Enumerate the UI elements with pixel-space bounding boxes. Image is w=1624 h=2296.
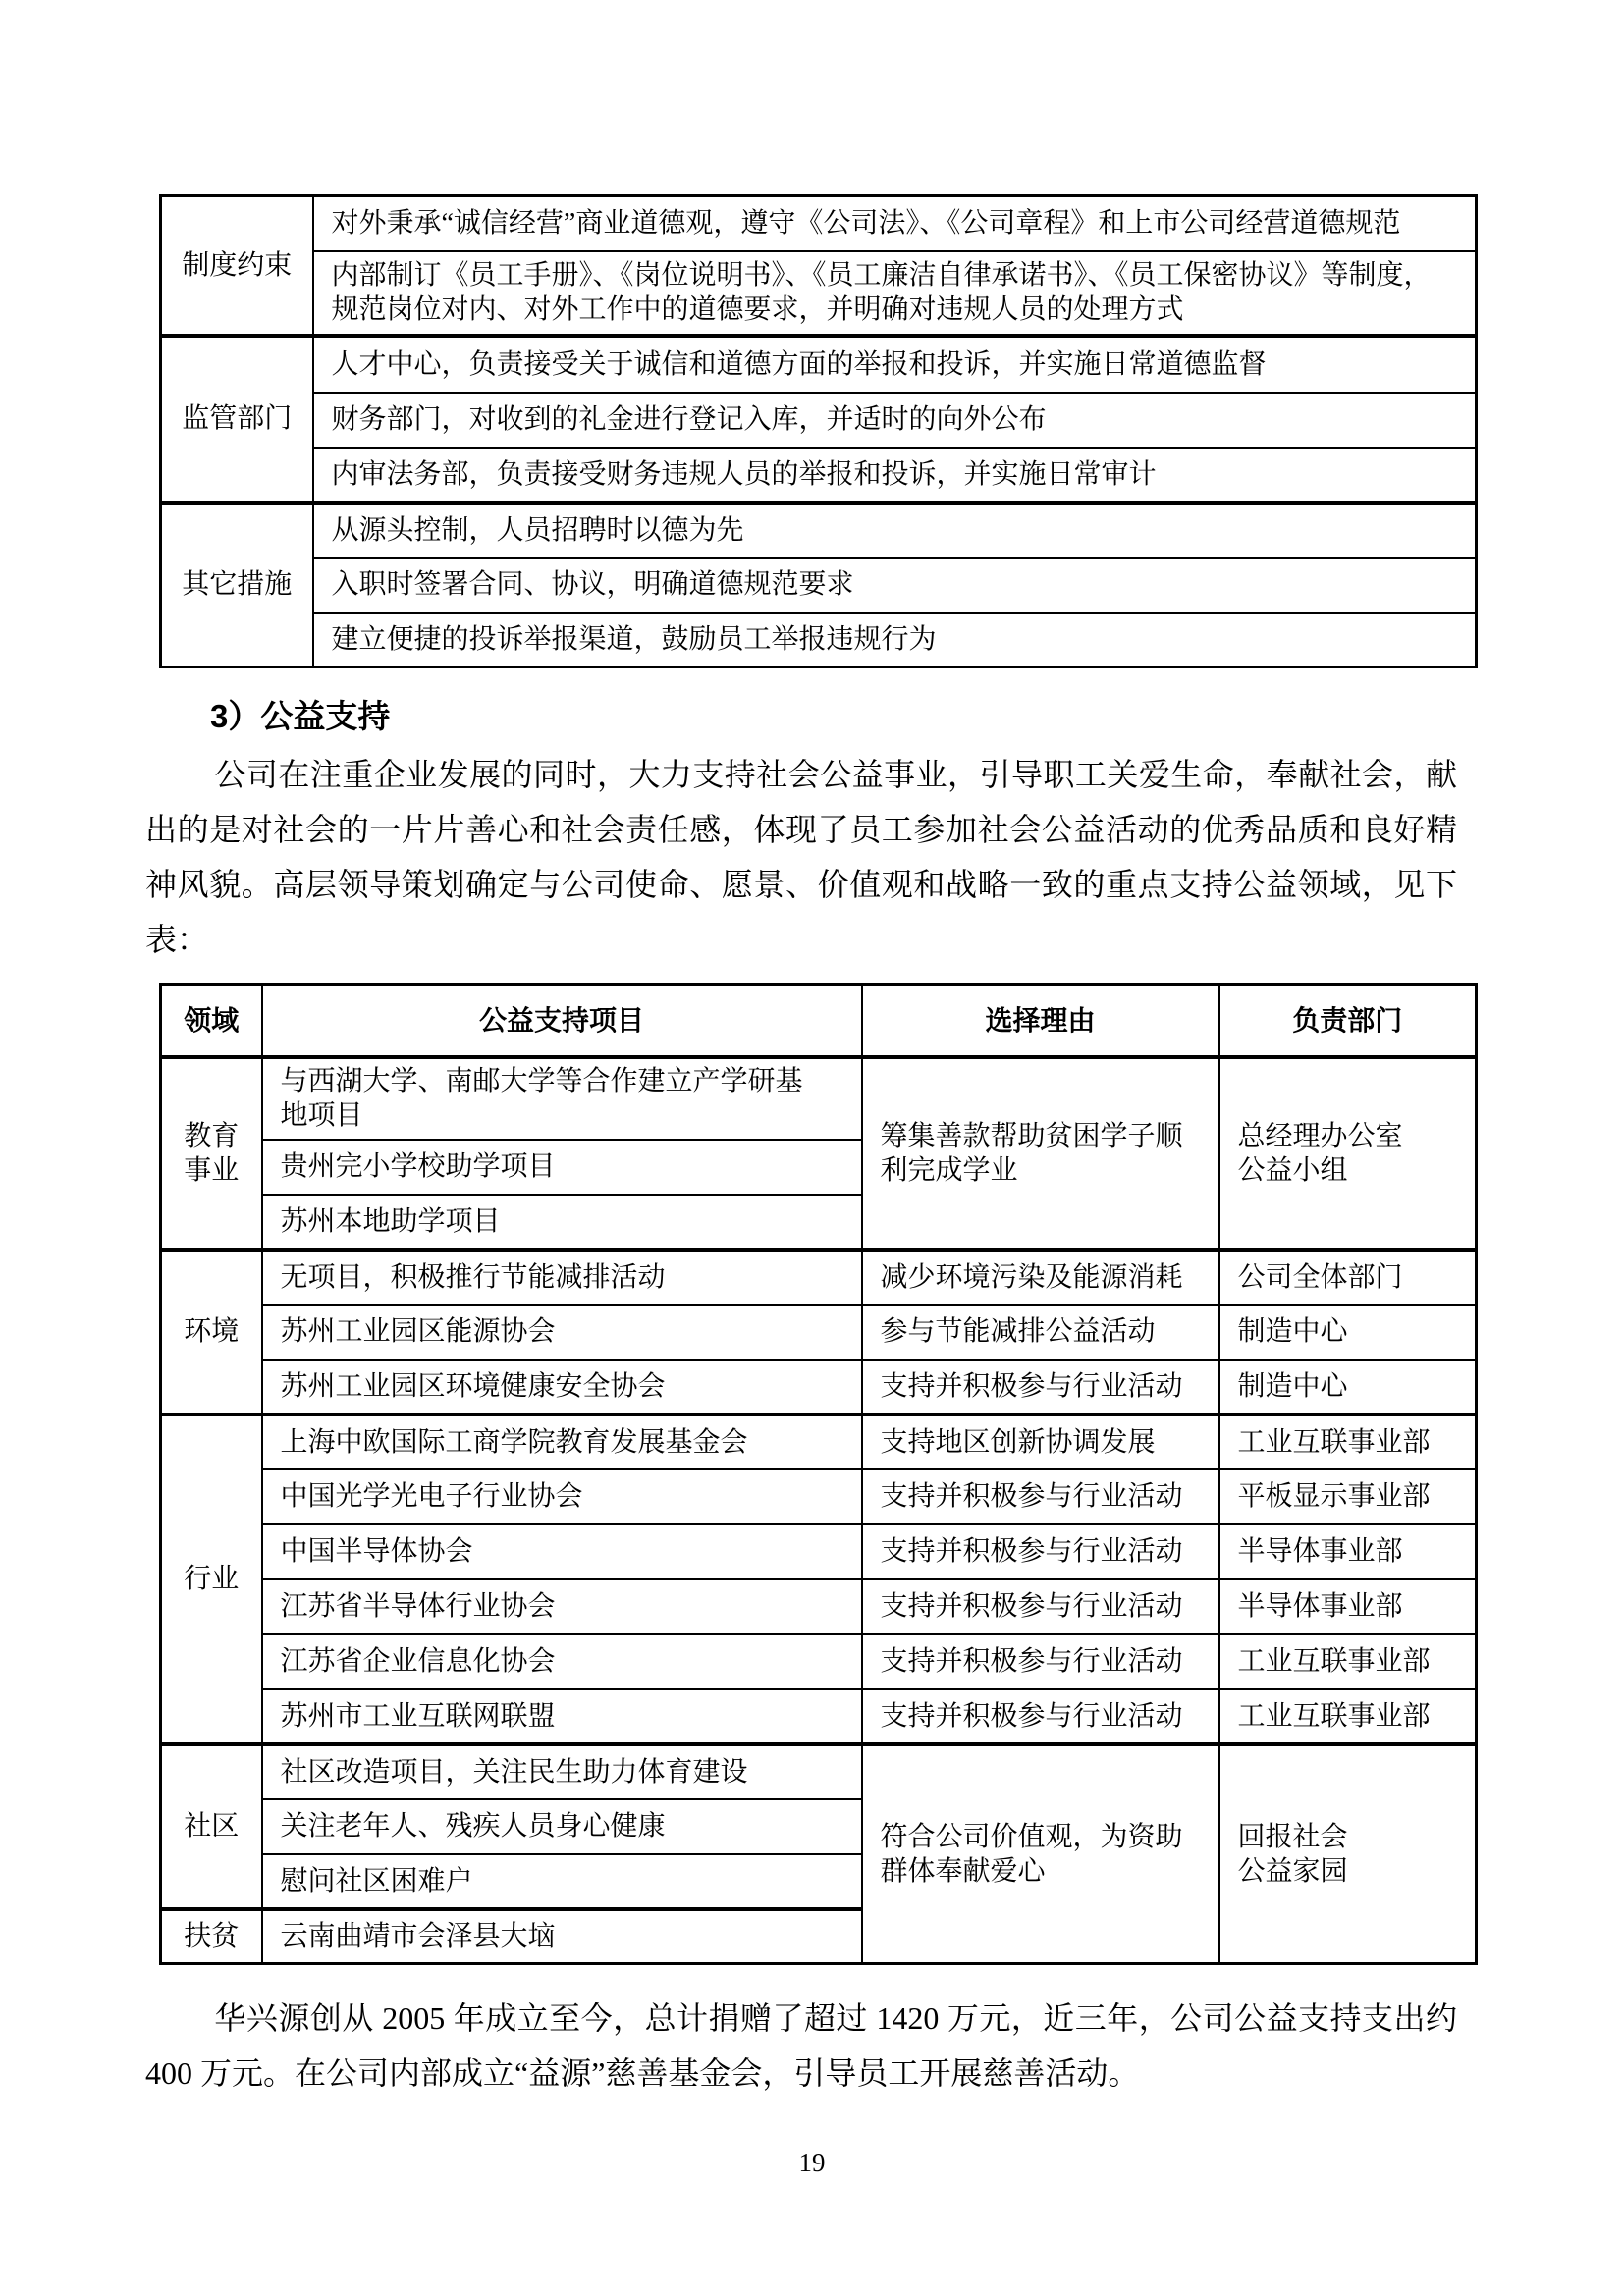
welfare-header-domain: 领域: [161, 985, 262, 1057]
department-line: 总经理办公室: [1237, 1120, 1403, 1151]
welfare-header-reason: 选择理由: [862, 985, 1219, 1057]
project-cell: 贵州完小学校助学项目: [262, 1140, 862, 1195]
reason-cell: 减少环境污染及能源消耗: [862, 1250, 1219, 1305]
table-header-row: [161, 985, 1477, 1057]
ethics-group-label: 其它措施: [161, 503, 313, 667]
intro-paragraph: 公司在注重企业发展的同时，大力支持社会公益事业，引导职工关爱生命，奉献社会，献出的是对社会的一片片善心和社会责任感，体现了员工参加社会公益活动的优秀品质和良好精神风貌。高层领导策划确定与公司使命、愿景、价值观和战略一致的重点支持公益领域，见下表：: [145, 757, 1457, 957]
domain-cell: 行业: [161, 1415, 262, 1744]
department-line: 公益小组: [1237, 1154, 1348, 1186]
project-cell: 社区改造项目，关注民生助力体育建设: [262, 1744, 862, 1799]
project-cell: 无项目，积极推行节能减排活动: [262, 1250, 862, 1305]
table-row: [161, 336, 1477, 393]
reason-cell: 支持并积极参与行业活动: [862, 1360, 1219, 1415]
project-cell: 中国半导体协会: [262, 1524, 862, 1579]
table-row: [161, 1305, 1477, 1360]
project-cell: 慰问社区困难户: [262, 1854, 862, 1909]
project-cell: 江苏省企业信息化协会: [262, 1634, 862, 1689]
project-cell: 苏州市工业互联网联盟: [262, 1689, 862, 1744]
table-row: [161, 1360, 1477, 1415]
reason-cell: 支持并积极参与行业活动: [862, 1579, 1219, 1634]
project-cell: 与西湖大学、南邮大学等合作建立产学研基地项目: [262, 1057, 862, 1140]
welfare-table: [159, 983, 1478, 1965]
domain-line: 教育: [184, 1120, 240, 1151]
domain-cell: 环境: [161, 1250, 262, 1415]
department-cell: 工业互联事业部: [1219, 1634, 1477, 1689]
department-cell: 工业互联事业部: [1219, 1415, 1477, 1469]
project-cell: 江苏省半导体行业协会: [262, 1579, 862, 1634]
reason-cell: 参与节能减排公益活动: [862, 1305, 1219, 1360]
ethics-cell: 财务部门，对收到的礼金进行登记入库，并适时的向外公布: [313, 393, 1477, 448]
department-cell: 半导体事业部: [1219, 1524, 1477, 1579]
closing-paragraph: 华兴源创从 2005 年成立至今，总计捐赠了超过 1420 万元，近三年，公司公益支持支出约 400 万元。在公司内部成立“益源”慈善基金会，引导员工开展慈善活动。: [145, 2001, 1457, 2091]
project-cell: 苏州工业园区能源协会: [262, 1305, 862, 1360]
domain-cell: 社区: [161, 1744, 262, 1909]
project-cell: 上海中欧国际工商学院教育发展基金会: [262, 1415, 862, 1469]
ethics-cell: 从源头控制，人员招聘时以德为先: [313, 503, 1477, 558]
reason-cell: 支持并积极参与行业活动: [862, 1634, 1219, 1689]
table-row: [161, 1469, 1477, 1524]
domain-cell: 扶贫: [161, 1909, 262, 1964]
department-cell: 公司全体部门: [1219, 1250, 1477, 1305]
department-cell: 制造中心: [1219, 1305, 1477, 1360]
reason-cell: 筹集善款帮助贫困学子顺利完成学业: [862, 1057, 1219, 1250]
welfare-header-department: 负责部门: [1219, 985, 1477, 1057]
reason-cell: 支持并积极参与行业活动: [862, 1689, 1219, 1744]
department-cell: [1219, 1057, 1477, 1250]
welfare-header-project: 公益支持项目: [262, 985, 862, 1057]
department-cell: 平板显示事业部: [1219, 1469, 1477, 1524]
ethics-cell: 入职时签署合同、协议，明确道德规范要求: [313, 558, 1477, 613]
page-number: 19: [798, 2148, 826, 2177]
table-row: [161, 1579, 1477, 1634]
ethics-cell: [313, 251, 1477, 336]
domain-line: 事业: [184, 1154, 240, 1186]
department-cell: 工业互联事业部: [1219, 1689, 1477, 1744]
ethics-cell: 对外秉承“诚信经营”商业道德观，遵守《公司法》、《公司章程》和上市公司经营道德规范: [313, 196, 1477, 251]
table-row: [161, 196, 1477, 251]
department-line: 公益家园: [1237, 1855, 1348, 1887]
reason-cell: 支持并积极参与行业活动: [862, 1524, 1219, 1579]
table-row: [161, 1415, 1477, 1469]
project-cell: 关注老年人、残疾人员身心健康: [262, 1799, 862, 1854]
project-cell: 苏州工业园区环境健康安全协会: [262, 1360, 862, 1415]
ethics-cell-line: 内部制订《员工手册》、《岗位说明书》、《员工廉洁自律承诺书》、《员工保密协议》等制度，: [331, 260, 1432, 291]
ethics-cell: 建立便捷的投诉举报渠道，鼓励员工举报违规行为: [313, 613, 1477, 667]
department-cell: [1219, 1744, 1477, 1964]
table-row: [161, 393, 1477, 448]
section-heading: 3）公益支持: [210, 698, 391, 734]
table-row: [161, 1634, 1477, 1689]
table-row: [161, 1057, 1477, 1140]
table-row: [161, 558, 1477, 613]
department-cell: 制造中心: [1219, 1360, 1477, 1415]
table-row: [161, 1689, 1477, 1744]
table-row: [161, 503, 1477, 558]
table-row: [161, 448, 1477, 503]
table-row: [161, 251, 1477, 336]
domain-cell: [161, 1057, 262, 1250]
reason-cell: 支持并积极参与行业活动: [862, 1469, 1219, 1524]
project-cell: 苏州本地助学项目: [262, 1195, 862, 1250]
ethics-group-label: 制度约束: [161, 196, 313, 336]
ethics-group-label: 监管部门: [161, 336, 313, 503]
project-cell: 云南曲靖市会泽县大垴: [262, 1909, 862, 1964]
project-cell: 中国光学光电子行业协会: [262, 1469, 862, 1524]
reason-cell: 符合公司价值观，为资助群体奉献爱心: [862, 1744, 1219, 1964]
ethics-cell: 人才中心，负责接受关于诚信和道德方面的举报和投诉，并实施日常道德监督: [313, 336, 1477, 393]
ethics-cell-line: 规范岗位对内、对外工作中的道德要求，并明确对违规人员的处理方式: [331, 294, 1184, 325]
table-row: [161, 1524, 1477, 1579]
table-row: [161, 1250, 1477, 1305]
department-cell: 半导体事业部: [1219, 1579, 1477, 1634]
reason-cell: 支持地区创新协调发展: [862, 1415, 1219, 1469]
ethics-table: [159, 194, 1478, 668]
ethics-cell: 内审法务部，负责接受财务违规人员的举报和投诉，并实施日常审计: [313, 448, 1477, 503]
table-row: [161, 613, 1477, 667]
table-row: [161, 1744, 1477, 1799]
department-line: 回报社会: [1237, 1821, 1348, 1852]
